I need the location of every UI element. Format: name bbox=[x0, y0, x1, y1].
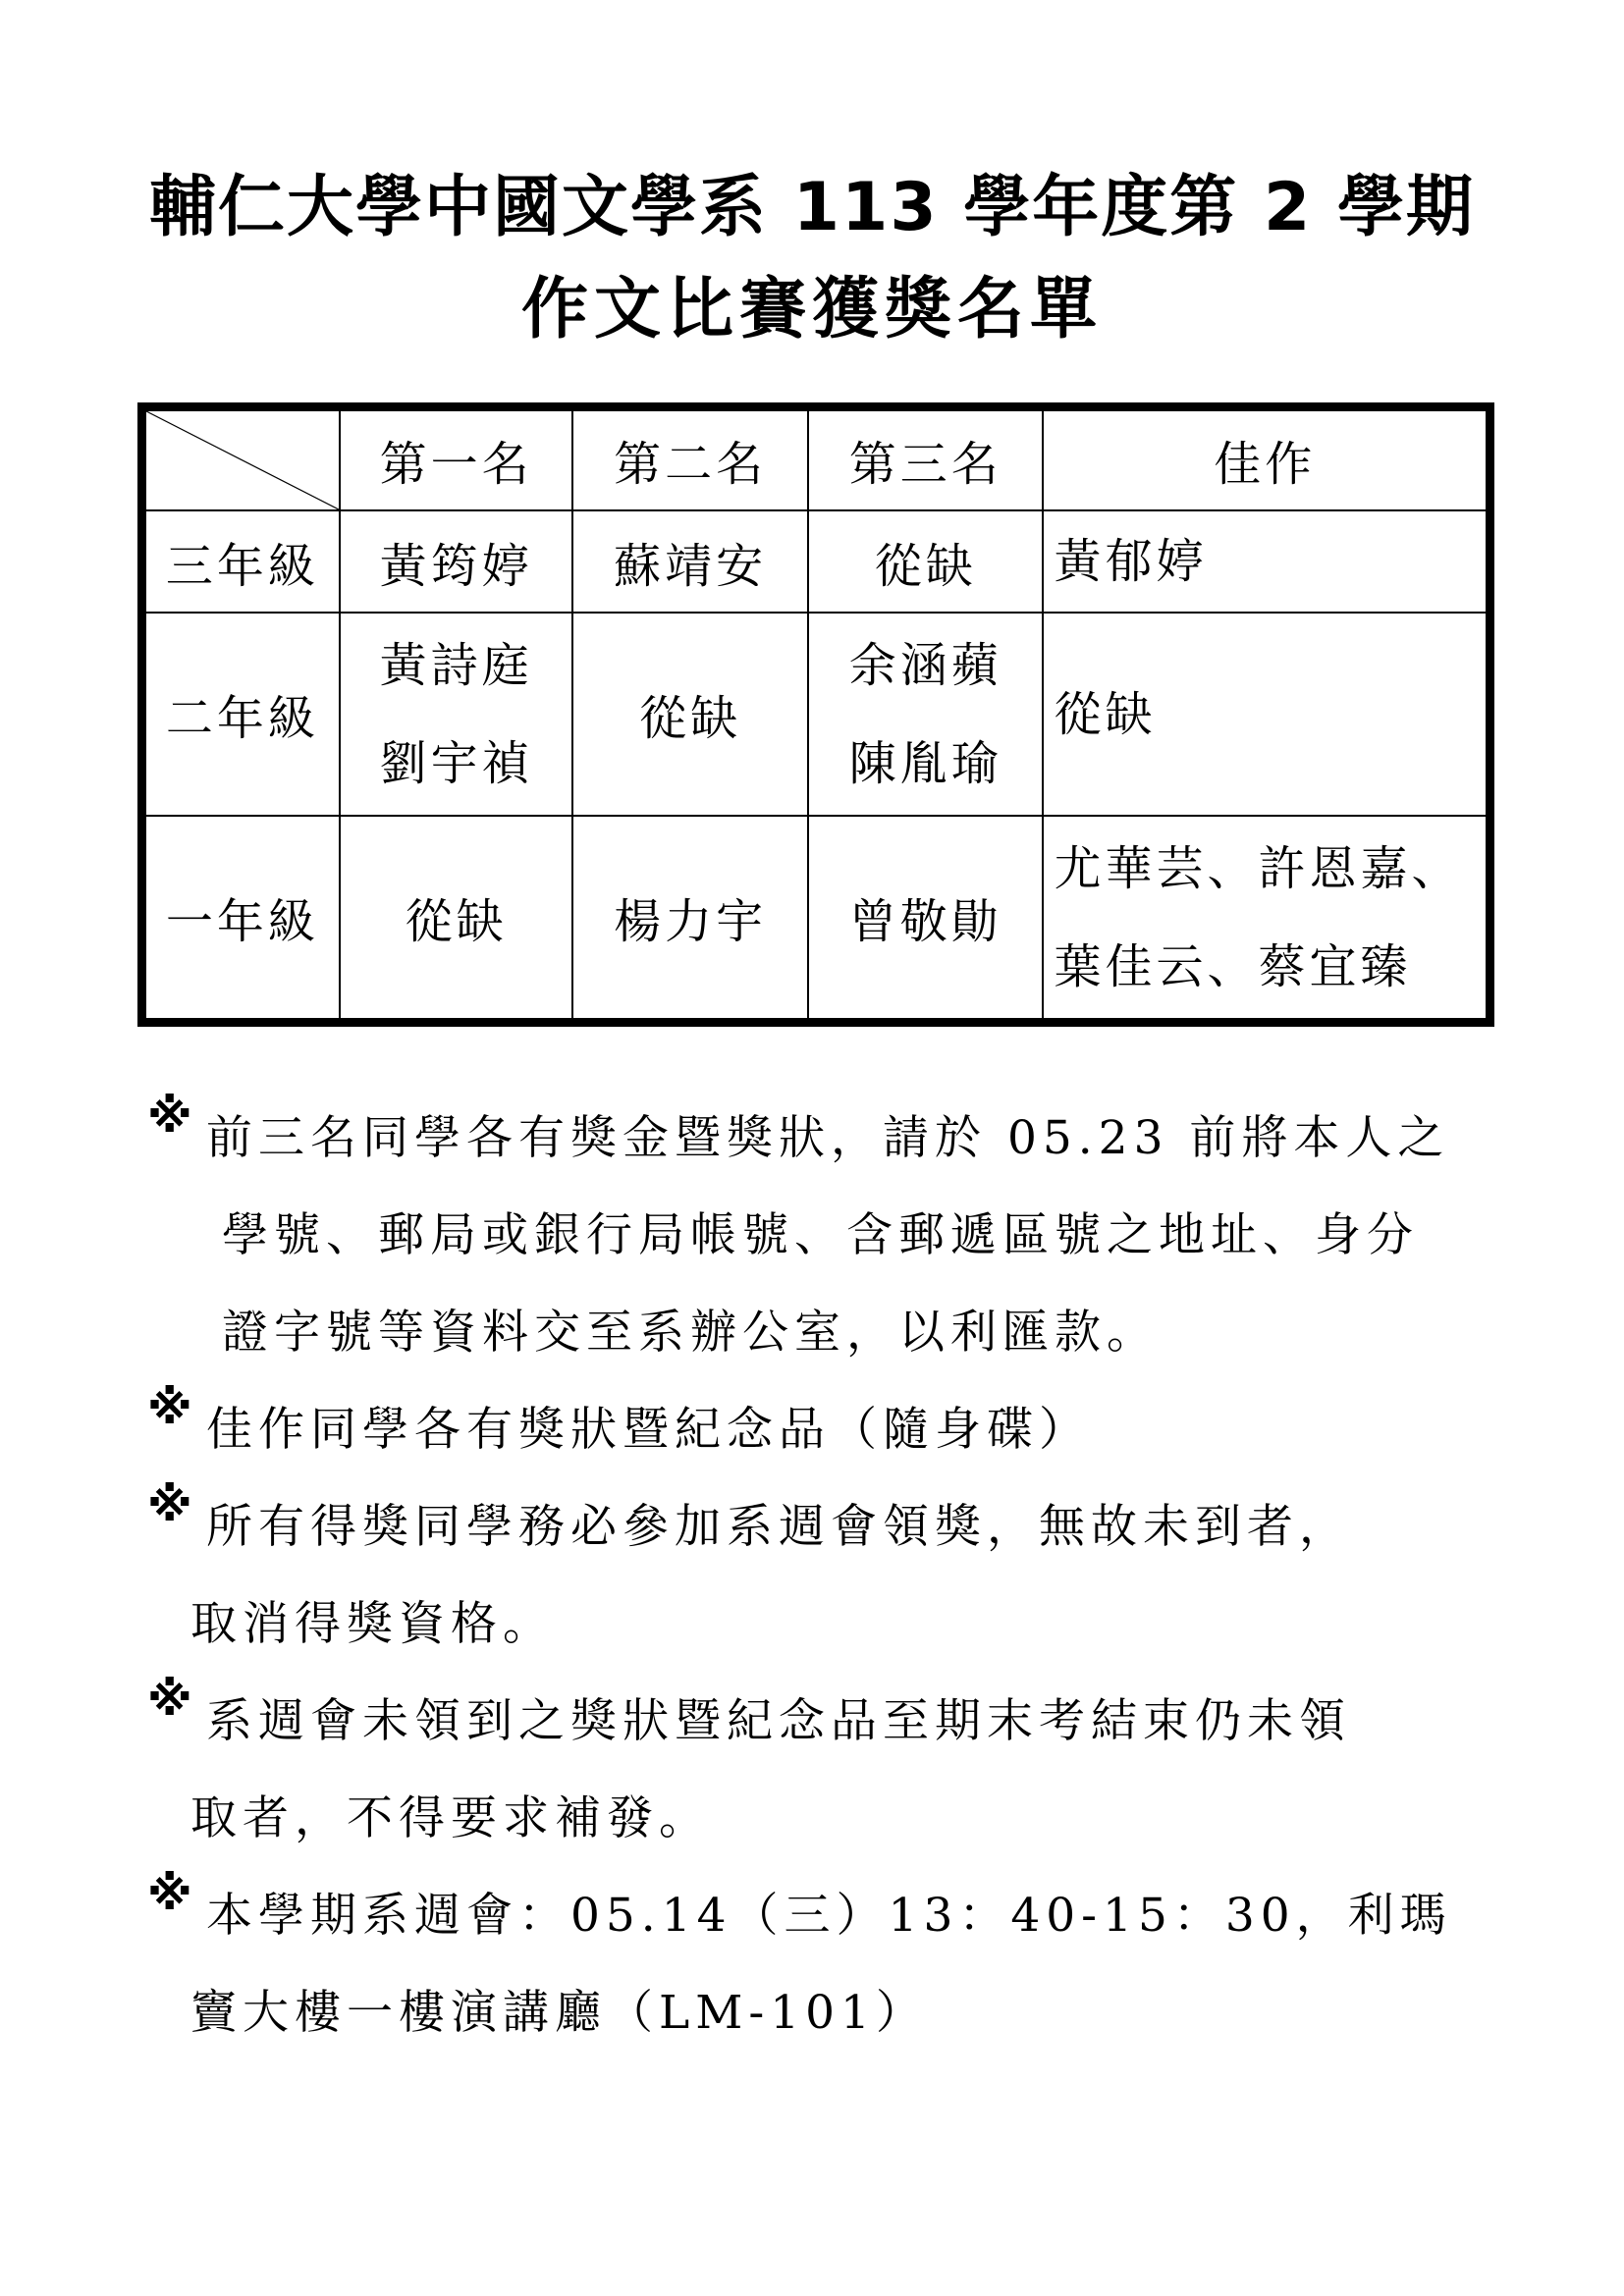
second-place-cell: 蘇靖安 bbox=[572, 510, 808, 613]
note-line: 取消得獎資格。 bbox=[190, 1597, 555, 1651]
third-place-cell: 曾敬勛 bbox=[808, 816, 1044, 1022]
corner-diagonal-cell bbox=[142, 407, 340, 510]
award-table bbox=[137, 402, 1494, 1027]
note-assembly-time bbox=[147, 1867, 1463, 2061]
reference-mark-icon: ※ bbox=[147, 1381, 198, 1435]
header-third-place: 第三名 bbox=[808, 407, 1044, 510]
note-line: 學號、郵局或銀行局帳號、含郵遞區號之地址、身分 bbox=[222, 1208, 1419, 1262]
document-title-line-2: 作文比賽獲獎名單 bbox=[520, 271, 1103, 348]
reference-mark-icon: ※ bbox=[147, 1090, 198, 1144]
grade-label: 一年級 bbox=[142, 816, 340, 1022]
second-place-cell: 從缺 bbox=[572, 613, 808, 816]
note-line: 本學期系週會：05.14（三）13：40-15：30，利瑪 bbox=[206, 1889, 1452, 1943]
reference-mark-icon: ※ bbox=[147, 1867, 198, 1921]
note-line: 竇大樓一樓演講廳（LM-101） bbox=[190, 1986, 928, 2040]
winner-names-line: 葉佳云、蔡宜臻 bbox=[1054, 938, 1412, 994]
note-line: 前三名同學各有獎金暨獎狀，請於 05.23 前將本人之 bbox=[206, 1111, 1450, 1165]
winner-name: 陳胤瑜 bbox=[848, 735, 1002, 791]
table-row-grade-2 bbox=[142, 613, 1490, 816]
grade-label: 二年級 bbox=[142, 613, 340, 816]
first-place-cell bbox=[340, 613, 573, 816]
note-line: 證字號等資料交至系辦公室，以利匯款。 bbox=[222, 1306, 1159, 1360]
table-row-grade-1 bbox=[142, 816, 1490, 1022]
note-line: 佳作同學各有獎狀暨紀念品（隨身碟） bbox=[206, 1403, 1091, 1457]
note-honorable-gift bbox=[147, 1381, 1463, 1478]
honorable-mention-cell: 從缺 bbox=[1043, 613, 1489, 816]
winner-name: 黃詩庭 bbox=[379, 637, 533, 693]
table-header-row bbox=[142, 407, 1490, 510]
honorable-mention-cell: 黃郁婷 bbox=[1043, 510, 1489, 613]
header-honorable-mention: 佳作 bbox=[1043, 407, 1489, 510]
winner-name: 劉宇禎 bbox=[379, 735, 533, 791]
first-place-cell: 黃筠婷 bbox=[340, 510, 573, 613]
note-line: 所有得獎同學務必參加系週會領獎，無故未到者， bbox=[206, 1500, 1351, 1554]
note-attendance bbox=[147, 1478, 1463, 1673]
note-unclaimed bbox=[147, 1673, 1463, 1867]
header-first-place: 第一名 bbox=[340, 407, 573, 510]
notes-section bbox=[147, 1090, 1463, 2061]
third-place-cell: 從缺 bbox=[808, 510, 1044, 613]
winner-names-line: 尤華芸、許恩嘉、 bbox=[1054, 840, 1463, 896]
table-row-grade-3 bbox=[142, 510, 1490, 613]
third-place-cell bbox=[808, 613, 1044, 816]
second-place-cell: 楊力宇 bbox=[572, 816, 808, 1022]
first-place-cell: 從缺 bbox=[340, 816, 573, 1022]
reference-mark-icon: ※ bbox=[147, 1673, 198, 1727]
diagonal-line bbox=[146, 411, 339, 509]
document-title-line-1: 輔仁大學中國文學系 113 學年度第 2 學期 bbox=[149, 169, 1475, 246]
header-second-place: 第二名 bbox=[572, 407, 808, 510]
note-line: 取者，不得要求補發。 bbox=[190, 1791, 711, 1845]
winner-name: 余涵蘋 bbox=[848, 637, 1002, 693]
honorable-mention-cell bbox=[1043, 816, 1489, 1022]
note-line: 系週會未領到之獎狀暨紀念品至期末考結束仍未領 bbox=[206, 1694, 1351, 1748]
reference-mark-icon: ※ bbox=[147, 1478, 198, 1532]
note-prize-money bbox=[147, 1090, 1463, 1381]
grade-label: 三年級 bbox=[142, 510, 340, 613]
